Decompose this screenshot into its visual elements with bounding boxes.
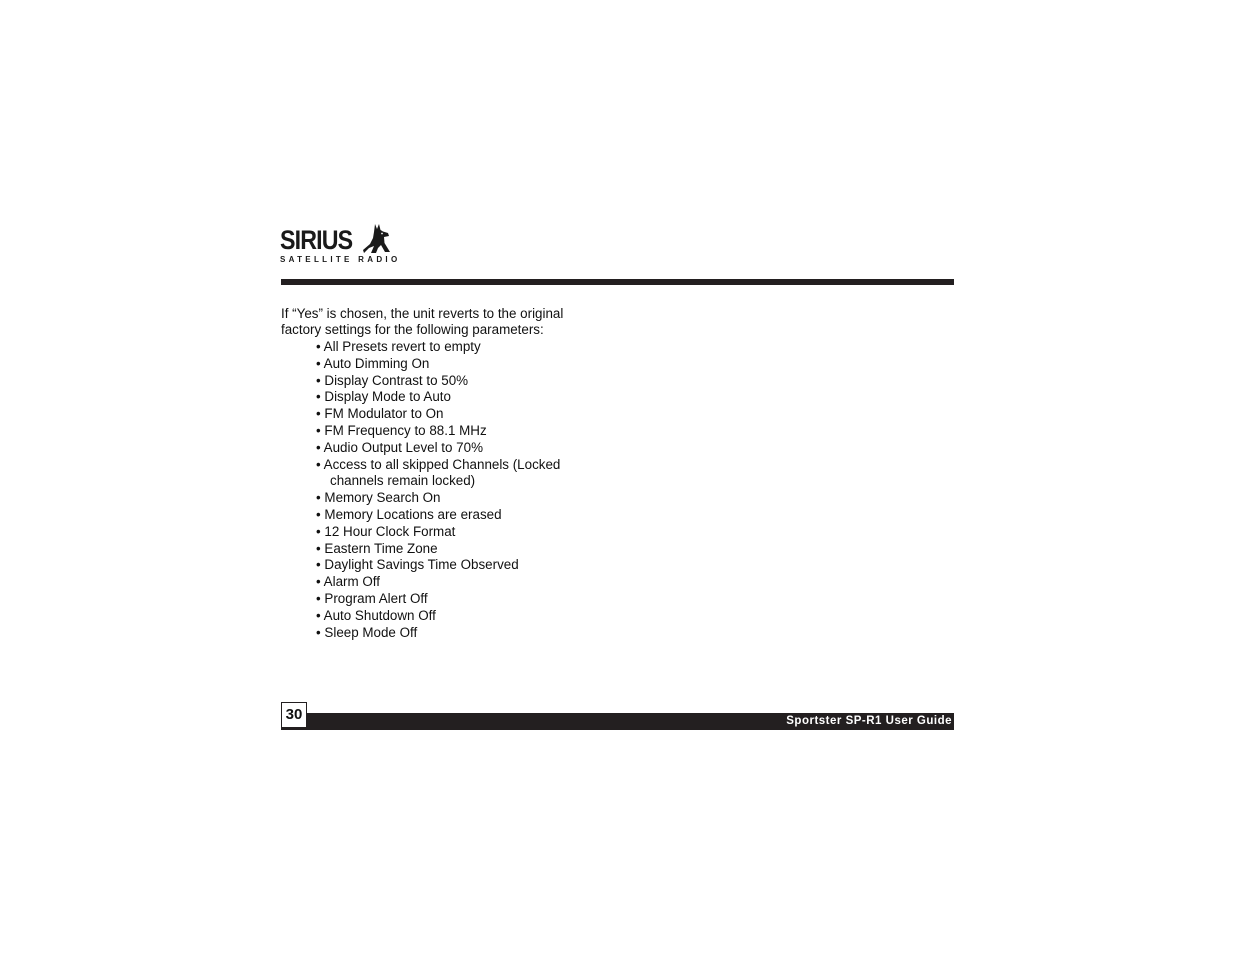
list-item-text: • FM Frequency to 88.1 MHz — [316, 422, 487, 438]
list-item-text: • Memory Search On — [316, 490, 441, 506]
list-item-text: • Audio Output Level to 70% — [316, 439, 483, 455]
list-item — [316, 339, 560, 356]
list-item — [316, 524, 560, 541]
header-rule — [281, 279, 954, 285]
list-item — [316, 440, 560, 457]
list-item-text: • Daylight Savings Time Observed — [316, 557, 519, 573]
footer-bar — [281, 713, 954, 730]
logo-tagline: SATELLITE RADIO — [280, 255, 401, 264]
list-item — [316, 507, 560, 524]
list-item-text: • Sleep Mode Off — [316, 624, 418, 640]
list-item — [316, 457, 560, 491]
list-item-text: • Memory Locations are erased — [316, 506, 502, 522]
list-item-text: • Alarm Off — [316, 574, 380, 590]
list-item — [316, 591, 560, 608]
list-item — [316, 490, 560, 507]
list-item-text: • FM Modulator to On — [316, 406, 444, 422]
intro-paragraph: If “Yes” is chosen, the unit reverts to the original factory settings for the following parameters: — [281, 306, 564, 337]
list-item-text: • Auto Dimming On — [316, 355, 430, 371]
factory-settings-list — [316, 339, 560, 641]
list-item-text: • Display Contrast to 50% — [316, 372, 469, 388]
list-item-text: • All Presets revert to empty — [316, 339, 481, 354]
list-item — [316, 423, 560, 440]
list-item-text: • Auto Shutdown Off — [316, 607, 436, 623]
page-number-box — [281, 702, 307, 728]
sirius-dog-icon — [363, 222, 391, 254]
list-item-text: • Eastern Time Zone — [316, 540, 438, 556]
list-item — [316, 557, 560, 574]
list-item-text: • Program Alert Off — [316, 590, 428, 606]
list-item — [316, 389, 560, 406]
list-item — [316, 625, 560, 642]
list-item — [316, 608, 560, 625]
list-item — [316, 406, 560, 423]
list-item-text: • Display Mode to Auto — [316, 389, 451, 405]
list-item-text: • 12 Hour Clock Format — [316, 523, 456, 539]
list-item-continuation: channels remain locked) — [330, 473, 476, 489]
list-item — [316, 373, 560, 390]
sirius-logo — [280, 222, 401, 266]
logo-wordmark: SIRIUS — [280, 225, 353, 255]
list-item — [316, 574, 560, 591]
page-number: 30 — [285, 706, 303, 723]
list-item — [316, 356, 560, 373]
list-item — [316, 541, 560, 558]
guide-title: Sportster SP-R1 User Guide — [786, 715, 952, 727]
list-item-text: • Access to all skipped Channels (Locked — [316, 456, 561, 472]
